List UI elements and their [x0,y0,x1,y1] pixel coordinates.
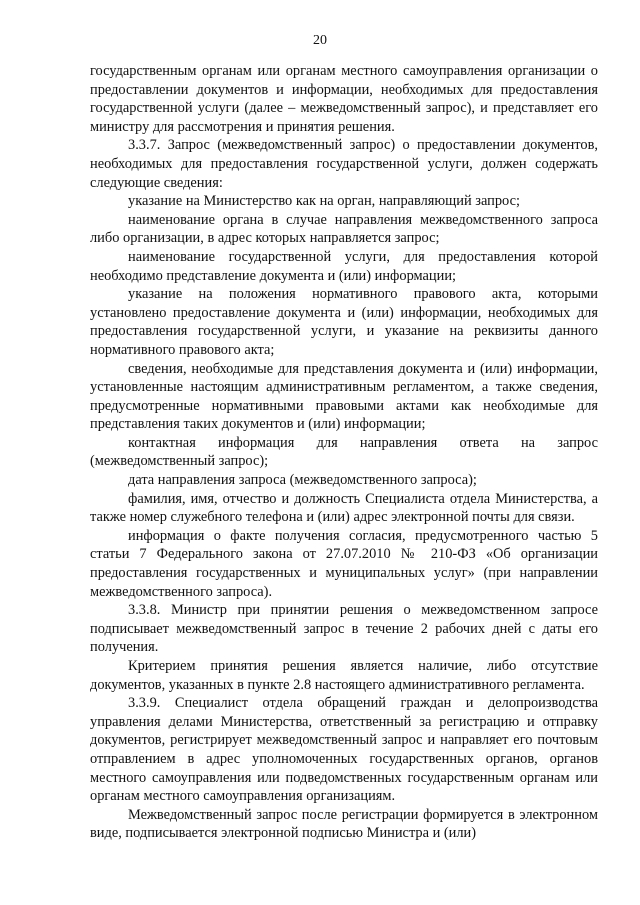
list-item-legal-act: указание на положения нормативного правового акта, которыми установлено предоставление документа и (или) информации, необходимых для предоставления государственной услуги, и указание на реквизиты данного нормативного правового акта; [90,286,598,358]
paragraph-decision-criterion: Критерием принятия решения является наличие, либо отсутствие документов, указанных в пункте 2.8 настоящего административного регламента. [90,658,598,693]
list-item-required-info: сведения, необходимые для представления документа и (или) информации, установленные настоящим административным регламентом, а также сведения, предусмотренные нормативными правовыми актами как необходимые для представления таких документов и (или) информации; [90,360,598,433]
list-item-service-name: наименование государственной услуги, для предоставления которой необходимо представление документа и (или) информации; [90,248,598,284]
paragraph-clause-3-3-9: 3.3.9. Специалист отдела обращений граждан и делопроизводства управления делами Министерства, ответственный за регистрацию и отправку документов, регистрирует межведомственный запрос и направляет его почтовым отправлением в адрес уполномоченных государственных органов, органов местного самоуправления или подведомственных государственным органам или органам местного самоуправления организациям. [90,695,598,805]
paragraph-clause-3-3-7: 3.3.7. Запрос (межведомственный запрос) о предоставлении документов, необходимых для предоставления государственной услуги, должен содержать следующие сведения: [90,137,598,191]
list-item-request-date: дата направления запроса (межведомственного запроса); [128,472,477,489]
paragraph-clause-3-3-8: 3.3.8. Министр при принятии решения о межведомственном запросе подписывает межведомственный запрос в течение 2 рабочих дней с даты его получения. [90,602,598,656]
paragraph-continuation: государственным органам или органам местного самоуправления организации о предоставлении документов и информации, необходимых для предоставления государственной услуги (далее – межведомственный запрос), и представляет его министру для рассмотрения и принятия решения. [90,63,598,135]
list-item-recipient-name: наименование органа в случае направления межведомственного запроса либо организации, в адрес которых направляется запрос; [90,211,598,247]
list-item-contact-info: контактная информация для направления ответа на запрос (межведомственный запрос); [90,434,598,470]
list-item-specialist: фамилия, имя, отчество и должность Специалиста отдела Министерства, а также номер служебного телефона и (или) адрес электронной почты для связи. [90,490,598,526]
paragraph-electronic-request: Межведомственный запрос после регистрации формируется в электронном виде, подписывается электронной подписью Министра и (или) [90,806,598,842]
page-number: 20 [313,33,327,48]
list-item-consent: информация о факте получения согласия, предусмотренного частью 5 статьи 7 Федерального закона от 27.07.2010 № 210-ФЗ «Об организации предоставления государственных и муниципальных услуг» (при направлении межведомственного запроса). [90,527,598,600]
document-body [90,62,598,843]
list-item-requesting-body: указание на Министерство как на орган, направляющий запрос; [128,193,520,210]
